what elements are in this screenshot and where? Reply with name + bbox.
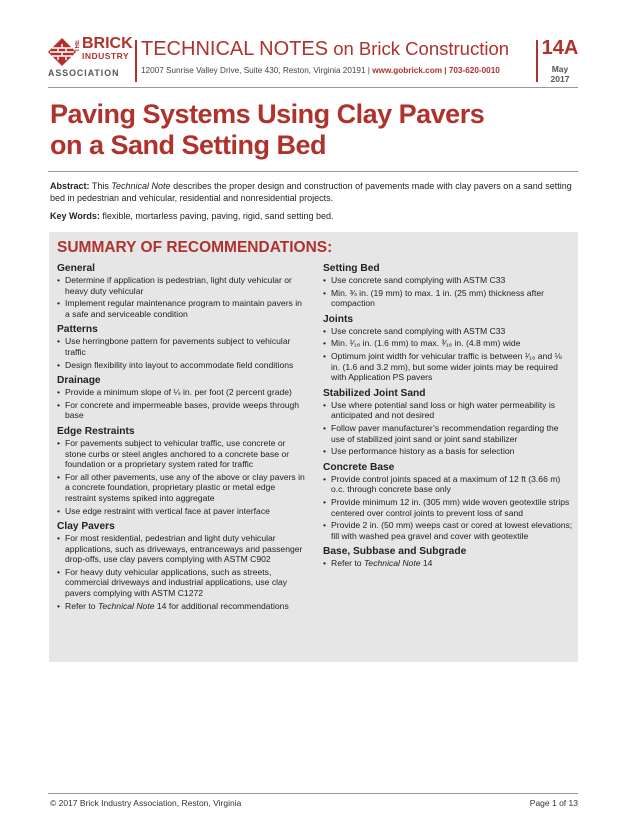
website-link[interactable]: www.gobrick.com <box>372 66 442 75</box>
section-edge-restraints <box>57 426 305 516</box>
abstract-pre: This <box>89 181 112 191</box>
document-title-line2: on a Sand Setting Bed <box>50 130 327 160</box>
section-heading: Base, Subbase and Subgrade <box>323 546 467 558</box>
section-joints <box>323 314 573 383</box>
brick-logo-icon <box>48 38 76 66</box>
section-heading: Stabilized Joint Sand <box>323 387 426 399</box>
section-drainage <box>57 375 305 421</box>
section-heading: Drainage <box>57 375 101 387</box>
logo-industry: INDUSTRY <box>82 51 130 61</box>
list-item: • Use herringbone pattern for pavements subject to vehicular traffic <box>57 336 305 357</box>
list-item: • Use concrete sand complying with ASTM C33 <box>323 326 573 337</box>
list-item: • Provide 2 in. (50 mm) weeps cast or cored at lowest elevations; fill with washed pea gravel and cover with geotextile <box>323 520 573 541</box>
refer-pre: Refer to <box>65 600 98 611</box>
header-rule <box>48 87 578 88</box>
list-item: • Optimum joint width for vehicular traffic is between ¹⁄₁₆ and ⅛ in. (1.6 and 3.2 mm), but some wider joints may be required with Application PS pavers <box>323 351 573 383</box>
list-item: • Min. ¹⁄₁₆ in. (1.6 mm) to max. ³⁄₁₆ in. (4.8 mm) wide <box>323 338 573 349</box>
list-item <box>323 558 573 569</box>
list-item: • Determine if application is pedestrian, light duty vehicular or heavy duty vehicular <box>57 275 305 296</box>
header-title-sub: on Brick Construction <box>328 38 510 59</box>
section-patterns <box>57 324 305 370</box>
list-item: • Provide a minimum slope of ¼ in. per foot (2 percent grade) <box>57 387 305 398</box>
footer-page-number: Page 1 of 13 <box>529 798 578 808</box>
list-item: • Use edge restraint with vertical face at paver interface <box>57 506 305 517</box>
list-item: • Use concrete sand complying with ASTM C33 <box>323 275 573 286</box>
footer-rule <box>48 793 578 794</box>
keywords-text: flexible, mortarless paving, paving, rigid, sand setting bed. <box>99 211 334 221</box>
section-base-subbase-subgrade <box>323 546 573 569</box>
footer-copyright: © 2017 Brick Industry Association, Reston, Virginia <box>50 798 242 808</box>
list-item: • For most residential, pedestrian and light duty vehicular applications, such as driveways, entranceways and passenger drop-offs, use clay pavers complying with ASTM C902 <box>57 533 305 565</box>
list-item: • For all other pavements, use any of the above or clay pavers in a concrete foundation, proprietary plastic or metal edge restraint systems spiked into aggregate <box>57 472 305 504</box>
logo-association: ASSOCIATION <box>48 68 120 78</box>
header-divider-right <box>536 40 538 82</box>
abstract-text: describes the proper design and construction of pavements made with clay pavers on a sand setting bed in pedestrian and vehicular, residential and nonresidential projects. <box>50 181 572 203</box>
keywords-label: Key Words: <box>50 211 100 221</box>
summary-title: SUMMARY OF RECOMMENDATIONS: <box>57 239 333 256</box>
refer-italic: Technical Note <box>363 558 421 569</box>
refer-pre: Refer to <box>331 558 364 569</box>
section-clay-pavers <box>57 521 305 611</box>
address-text: 12007 Sunrise Valley Drive, Suite 430, Reston, Virginia 20191 | <box>141 66 373 75</box>
section-heading: Concrete Base <box>323 461 395 473</box>
note-number: 14A <box>541 37 579 59</box>
list-item: • Design flexibility into layout to accommodate field conditions <box>57 360 305 371</box>
list-item: • Provide minimum 12 in. (305 mm) wide woven geotextile strips centered over control joints to prevent loss of sand <box>323 497 573 518</box>
document-title <box>50 99 570 161</box>
list-item: • For concrete and impermeable bases, provide weeps through base <box>57 400 305 421</box>
keywords <box>50 210 577 222</box>
logo-the: THE <box>75 40 81 52</box>
list-item: • Provide control joints spaced at a maximum of 12 ft (3.66 m) o.c. through concrete base only <box>323 474 573 495</box>
list-item: • Use performance history as a basis for selection <box>323 446 573 457</box>
header-divider-left <box>135 40 137 82</box>
section-stabilized-joint-sand <box>323 388 573 457</box>
note-year: 2017 <box>550 74 570 84</box>
abstract <box>50 180 577 204</box>
section-heading: Clay Pavers <box>57 521 115 533</box>
summary-left-column <box>57 263 305 616</box>
refer-post: 14 for additional recommendations <box>154 600 289 611</box>
note-date <box>540 64 580 84</box>
list-item: • For heavy duty vehicular applications, such as streets, commercial driveways and industrial applications, use clay pavers complying with ASTM C1272 <box>57 567 305 599</box>
bia-logo <box>48 35 133 78</box>
document-title-line1: Paving Systems Using Clay Pavers <box>50 99 485 129</box>
title-rule <box>48 171 578 172</box>
section-general <box>57 263 305 319</box>
abstract-label: Abstract: <box>50 181 90 191</box>
list-item: • Implement regular maintenance program to maintain pavers in a safe and serviceable condition <box>57 298 305 319</box>
header-title <box>141 37 509 61</box>
section-concrete-base <box>323 462 573 542</box>
phone-number: 703-620-0010 <box>448 66 500 75</box>
section-heading: Patterns <box>57 324 98 336</box>
section-heading: Joints <box>323 313 354 325</box>
header-title-main: TECHNICAL NOTES <box>141 38 329 60</box>
summary-right-column <box>323 263 573 574</box>
abstract-italic: Technical Note <box>111 181 171 191</box>
refer-post: 14 <box>420 558 433 569</box>
section-heading: Setting Bed <box>323 263 380 274</box>
list-item: • Use where potential sand loss or high water permeability is anticipated and not desired <box>323 400 573 421</box>
section-heading: Edge Restraints <box>57 425 135 437</box>
section-heading: General <box>57 263 95 274</box>
note-month: May <box>551 64 569 74</box>
address-separator: | <box>441 66 449 75</box>
list-item: • For pavements subject to vehicular traffic, use concrete or stone curbs or steel angles anchored to a concrete base or foundation or a proprietary system rated for traffic <box>57 438 305 470</box>
list-item: • Follow paver manufacturer’s recommendation regarding the use of stabilized joint sand or joint sand stabilizer <box>323 423 573 444</box>
header-address <box>141 66 500 76</box>
list-item <box>57 601 305 612</box>
logo-brick: BRICK <box>82 35 133 52</box>
list-item: • Min. ¾ in. (19 mm) to max. 1 in. (25 mm) thickness after compaction <box>323 288 573 309</box>
refer-italic: Technical Note <box>97 600 155 611</box>
section-setting-bed <box>323 263 573 309</box>
